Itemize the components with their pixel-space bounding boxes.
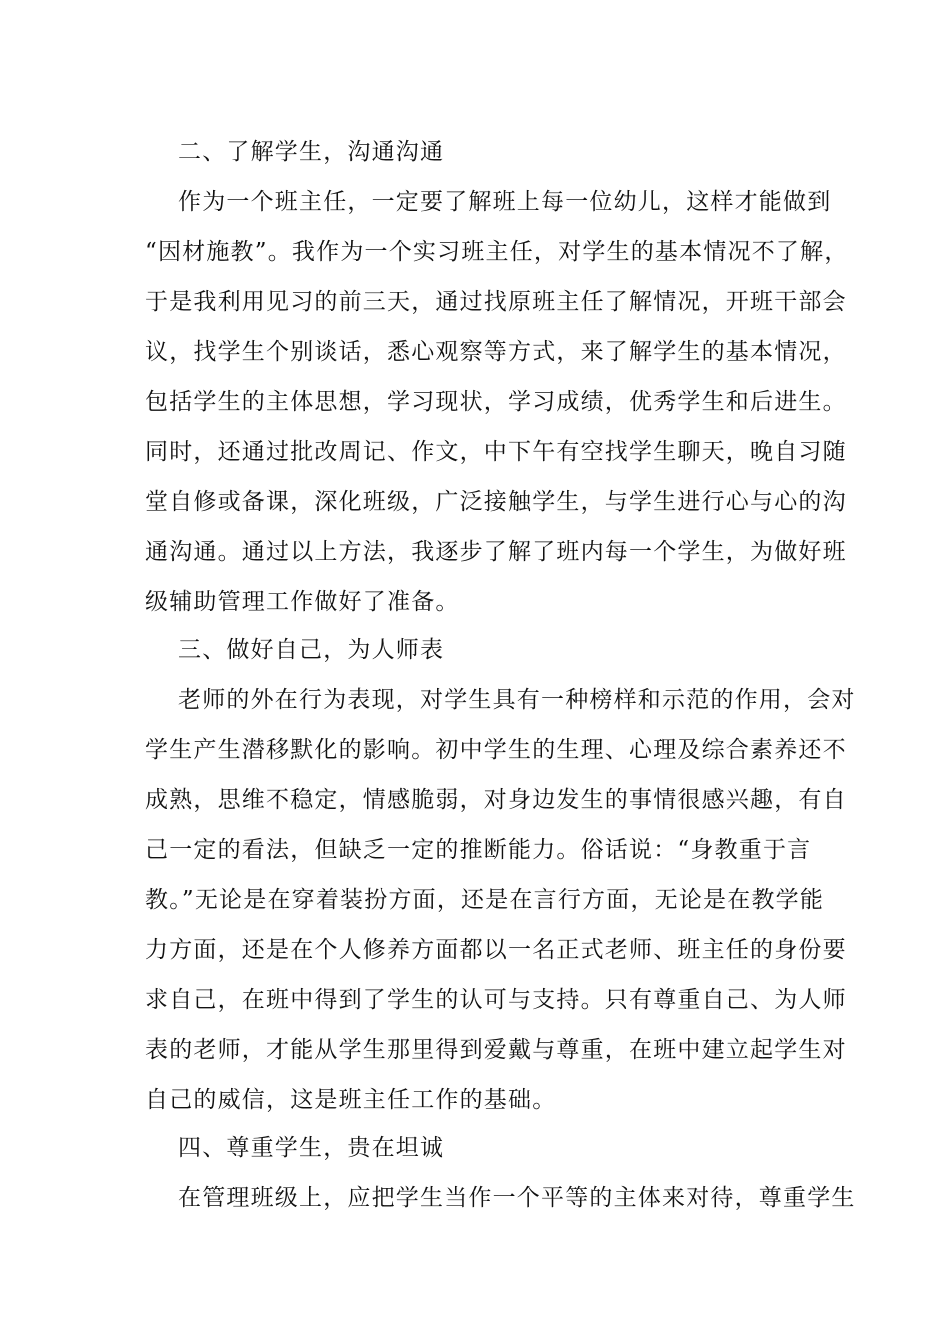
- section-heading-2: 二、了解学生，沟通沟通: [178, 139, 445, 165]
- paragraph-line: 于是我利用见习的前三天，通过找原班主任了解情况，开班干部会: [145, 289, 847, 315]
- paragraph-line: 己一定的看法，但缺乏一定的推断能力。俗话说：“身教重于言: [145, 837, 812, 863]
- section-heading-4: 四、尊重学生，贵在坦诚: [178, 1135, 445, 1161]
- paragraph-line: 作为一个班主任，一定要了解班上每一位幼儿，这样才能做到: [178, 189, 832, 215]
- paragraph-line: 表的老师，才能从学生那里得到爱戴与尊重，在班中建立起学生对: [145, 1037, 847, 1063]
- paragraph-line: 教。”无论是在穿着装扮方面，还是在言行方面，无论是在教学能: [145, 887, 825, 913]
- paragraph-line: 老师的外在行为表现，对学生具有一种榜样和示范的作用，会对: [178, 687, 856, 713]
- paragraph-line: 包括学生的主体思想，学习现状，学习成绩，优秀学生和后进生。: [145, 389, 847, 415]
- paragraph-line: 在管理班级上，应把学生当作一个平等的主体来对待，尊重学生: [178, 1185, 856, 1211]
- paragraph-line: 同时，还通过批改周记、作文，中下午有空找学生聊天，晚自习随: [145, 439, 847, 465]
- paragraph-line: 议，找学生个别谈话，悉心观察等方式，来了解学生的基本情况，: [145, 339, 847, 365]
- paragraph-line: 自己的威信，这是班主任工作的基础。: [145, 1087, 557, 1113]
- paragraph-line: 学生产生潜移默化的影响。初中学生的生理、心理及综合素养还不: [145, 737, 847, 763]
- paragraph-line: 力方面，还是在个人修养方面都以一名正式老师、班主任的身份要: [145, 937, 847, 963]
- paragraph-line: “因材施教”。我作为一个实习班主任，对学生的基本情况不了解，: [145, 239, 849, 265]
- paragraph-line: 通沟通。通过以上方法，我逐步了解了班内每一个学生，为做好班: [145, 539, 847, 565]
- paragraph-line: 堂自修或备课，深化班级，广泛接触学生，与学生进行心与心的沟: [145, 489, 847, 515]
- paragraph-line: 级辅助管理工作做好了准备。: [145, 589, 460, 615]
- paragraph-line: 求自己，在班中得到了学生的认可与支持。只有尊重自己、为人师: [145, 987, 847, 1013]
- paragraph-line: 成熟，思维不稳定，情感脆弱，对身边发生的事情很感兴趣，有自: [145, 787, 847, 813]
- section-heading-3: 三、做好自己，为人师表: [178, 637, 445, 663]
